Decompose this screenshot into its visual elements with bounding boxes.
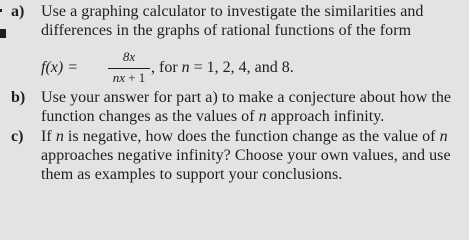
part-a-line-2: differences in the graphs of rational functions of the form [41, 22, 412, 39]
part-b-line-2-suffix: approach infinity. [266, 108, 385, 125]
margin-marker [0, 29, 6, 38]
condition-prefix: , for [151, 59, 182, 76]
condition-var: n [181, 59, 190, 76]
part-c-var-1: n [55, 128, 64, 145]
part-b-line-1: Use your answer for part a) to make a conjecture about how the [41, 89, 452, 106]
part-a-label: a) [11, 3, 25, 20]
function-formula [41, 48, 421, 86]
rational-fraction [106, 48, 152, 86]
denominator-n: n [112, 70, 120, 85]
function-lhs: f(x) = [41, 59, 78, 76]
fraction-bar [108, 68, 150, 69]
part-b-line-2 [41, 108, 384, 126]
part-c-line-3: them as examples to support your conclusions. [41, 166, 343, 183]
part-c-var-2: n [439, 128, 448, 145]
part-c-line-1-prefix: If [41, 128, 56, 145]
part-c-label: c) [11, 128, 24, 145]
part-c-line-2: approaches negative infinity? Choose your own values, and use [41, 147, 451, 164]
fraction-numerator: 8x [122, 49, 136, 64]
part-b-label: b) [11, 89, 26, 106]
denominator-rest: + 1 [124, 70, 146, 85]
function-condition [151, 59, 294, 77]
edge-mark [0, 9, 2, 12]
part-c-line-1-middle: is negative, how does the function change as the value of [63, 128, 440, 145]
fraction-denominator [106, 70, 152, 86]
part-b-line-2-prefix: function changes as the values of [41, 108, 259, 125]
part-b-var: n [258, 108, 267, 125]
denominator-x: x [119, 70, 125, 85]
part-c-line-1 [41, 128, 448, 146]
part-a-line-1: Use a graphing calculator to investigate the similarities and [41, 3, 424, 20]
condition-values: = 1, 2, 4, and 8. [189, 59, 294, 76]
